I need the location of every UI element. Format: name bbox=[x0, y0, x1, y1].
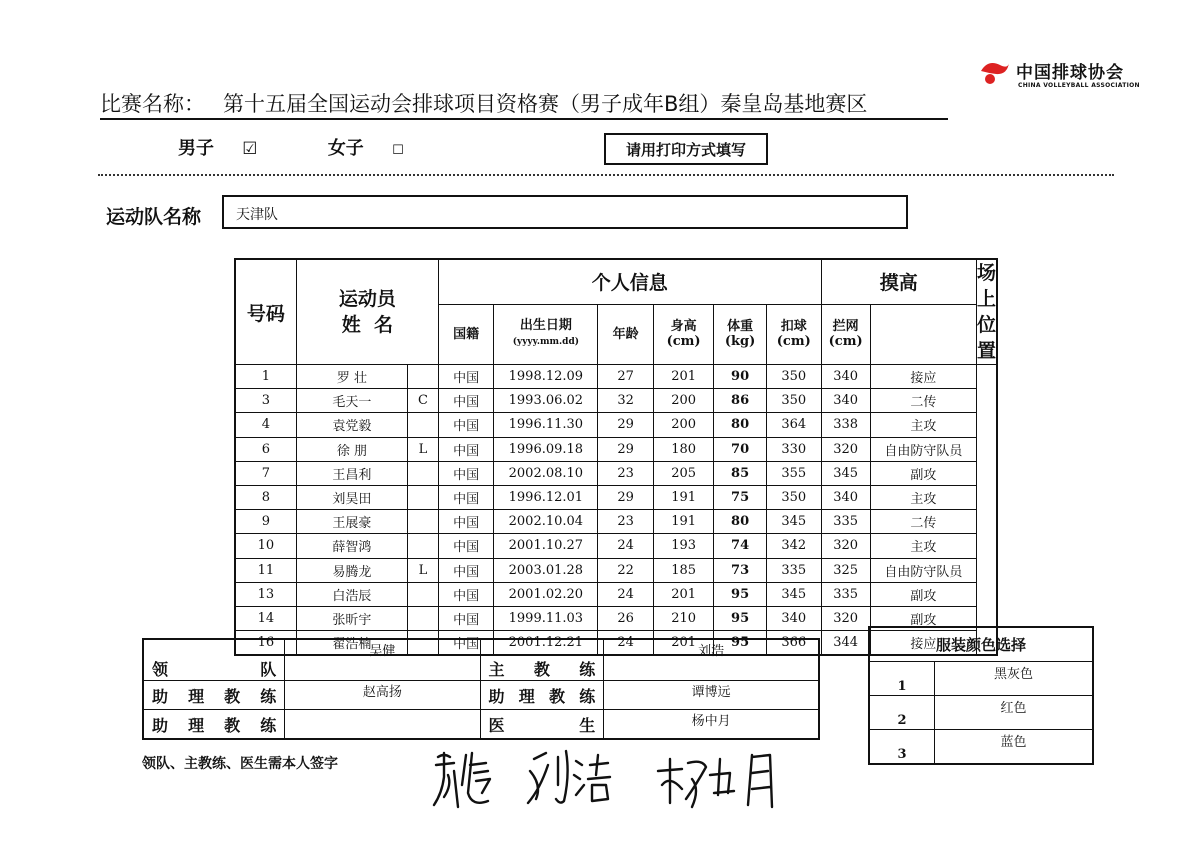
head-coach-char-1: 主 bbox=[488, 660, 505, 679]
player-block-reach[interactable]: 320 bbox=[821, 534, 870, 558]
player-number[interactable]: 13 bbox=[235, 582, 296, 606]
leader-label-char-1: 领 bbox=[152, 660, 169, 679]
player-position[interactable]: 主攻 bbox=[870, 534, 976, 558]
player-age[interactable]: 24 bbox=[598, 534, 654, 558]
head-coach-label-cell bbox=[480, 639, 604, 681]
asst-coach2-char-3: 教 bbox=[549, 686, 566, 706]
player-block-reach[interactable]: 338 bbox=[821, 413, 870, 437]
player-block-reach[interactable]: 340 bbox=[821, 389, 870, 413]
player-name[interactable]: 白浩辰 bbox=[296, 582, 407, 606]
player-position[interactable]: 自由防守队员 bbox=[870, 558, 976, 582]
flag-logo-icon bbox=[978, 57, 1012, 87]
asst-coach-label-2-cell bbox=[480, 681, 604, 710]
head-coach-name-field[interactable]: 刘浩 bbox=[604, 639, 819, 681]
asst-coach2-char-1: 助 bbox=[488, 686, 505, 706]
player-birth-date[interactable]: 1996.09.18 bbox=[494, 437, 598, 461]
asst-coach2-char-2: 理 bbox=[518, 686, 535, 706]
header-weight bbox=[714, 304, 767, 364]
player-birth-date[interactable]: 2001.10.27 bbox=[494, 534, 598, 558]
header-spike-unit: (cm) bbox=[776, 334, 811, 350]
header-number: 号码 bbox=[235, 259, 296, 365]
signature-instruction: 领队、主教练、医生需本人签字 bbox=[142, 756, 338, 772]
player-spike-reach[interactable]: 366 bbox=[766, 631, 821, 656]
roster-table bbox=[234, 258, 998, 656]
player-position[interactable]: 接应 bbox=[870, 631, 976, 656]
player-spike-reach[interactable]: 355 bbox=[766, 461, 821, 485]
player-position[interactable]: 副攻 bbox=[870, 461, 976, 485]
player-birth-date[interactable]: 2001.02.20 bbox=[494, 582, 598, 606]
player-block-reach[interactable]: 320 bbox=[821, 606, 870, 630]
print-instruction-box: 请用打印方式填写 bbox=[604, 133, 768, 165]
header-reach: 摸高 bbox=[821, 259, 976, 304]
leader-label bbox=[152, 657, 276, 680]
header-position-line1: 场上 bbox=[976, 262, 996, 310]
header-athlete-line2: 姓 名 bbox=[341, 314, 394, 336]
player-role[interactable]: L bbox=[407, 437, 438, 461]
uniform-option-number[interactable]: 2 bbox=[869, 696, 934, 730]
player-number[interactable]: 9 bbox=[235, 510, 296, 534]
player-nationality[interactable]: 中国 bbox=[438, 437, 493, 461]
roster-row bbox=[235, 534, 997, 558]
asst-coach-1-field[interactable]: 赵高扬 bbox=[285, 681, 480, 710]
player-role[interactable] bbox=[407, 365, 438, 389]
player-weight[interactable]: 95 bbox=[714, 582, 767, 606]
asst-coach-char-2: 理 bbox=[188, 686, 205, 706]
player-birth-date[interactable]: 1996.11.30 bbox=[494, 413, 598, 437]
player-nationality[interactable]: 中国 bbox=[438, 606, 493, 630]
header-weight-unit: (kg) bbox=[724, 334, 756, 350]
player-nationality[interactable]: 中国 bbox=[438, 534, 493, 558]
player-position[interactable]: 副攻 bbox=[870, 582, 976, 606]
header-spike bbox=[766, 304, 821, 364]
player-spike-reach[interactable]: 340 bbox=[766, 606, 821, 630]
head-coach-char-2: 教 bbox=[533, 660, 550, 679]
player-role[interactable] bbox=[407, 461, 438, 485]
player-nationality[interactable]: 中国 bbox=[438, 365, 493, 389]
player-birth-date[interactable]: 1996.12.01 bbox=[494, 485, 598, 509]
logo-text-en: CHINA VOLLEYBALL ASSOCIATION bbox=[1018, 82, 1140, 89]
player-nationality[interactable]: 中国 bbox=[438, 510, 493, 534]
asst-coach-3-field[interactable]: 谭博远 bbox=[604, 681, 819, 710]
player-spike-reach[interactable]: 364 bbox=[766, 413, 821, 437]
asst-coach-char-3: 教 bbox=[224, 686, 241, 706]
player-name[interactable]: 刘昊田 bbox=[296, 485, 407, 509]
player-weight[interactable]: 70 bbox=[714, 437, 767, 461]
player-weight[interactable]: 90 bbox=[714, 365, 767, 389]
player-spike-reach[interactable]: 342 bbox=[766, 534, 821, 558]
player-position[interactable]: 二传 bbox=[870, 510, 976, 534]
player-height[interactable]: 210 bbox=[653, 606, 713, 630]
player-number[interactable]: 14 bbox=[235, 606, 296, 630]
player-position[interactable]: 二传 bbox=[870, 389, 976, 413]
team-name-label: 运动队名称 bbox=[106, 206, 202, 228]
female-label: 女子 bbox=[327, 138, 364, 159]
player-block-reach[interactable]: 335 bbox=[821, 510, 870, 534]
doctor-char-1: 医 bbox=[488, 715, 505, 735]
asst-coach-label-cell bbox=[143, 681, 285, 710]
uniform-option-row bbox=[869, 730, 1093, 765]
player-weight[interactable]: 75 bbox=[714, 485, 767, 509]
roster-row bbox=[235, 558, 997, 582]
player-block-reach[interactable]: 335 bbox=[821, 582, 870, 606]
doctor-name-field[interactable]: 杨中月 bbox=[604, 710, 819, 740]
player-number[interactable]: 16 bbox=[235, 631, 296, 656]
match-label: 比赛名称： bbox=[100, 92, 205, 116]
match-name: 第十五届全国运动会排球项目资格赛（男子成年B组）秦皇岛基地赛区 bbox=[223, 92, 868, 116]
player-name[interactable]: 王昌利 bbox=[296, 461, 407, 485]
player-number[interactable]: 10 bbox=[235, 534, 296, 558]
player-birth-date[interactable]: 1998.12.09 bbox=[494, 365, 598, 389]
asst-coach3-char-4: 练 bbox=[260, 715, 277, 735]
player-block-reach[interactable]: 320 bbox=[821, 437, 870, 461]
player-height[interactable]: 205 bbox=[653, 461, 713, 485]
player-height[interactable]: 201 bbox=[653, 631, 713, 656]
player-age[interactable]: 26 bbox=[598, 606, 654, 630]
doctor-label-cell bbox=[480, 710, 604, 740]
player-height[interactable]: 201 bbox=[653, 365, 713, 389]
header-height-unit: (cm) bbox=[666, 334, 701, 350]
player-name[interactable]: 翟浩楠 bbox=[296, 631, 407, 656]
player-nationality[interactable]: 中国 bbox=[438, 485, 493, 509]
header-birth bbox=[494, 304, 598, 364]
player-age[interactable]: 24 bbox=[598, 582, 654, 606]
player-height[interactable]: 191 bbox=[653, 485, 713, 509]
player-role[interactable] bbox=[407, 485, 438, 509]
player-block-reach[interactable]: 325 bbox=[821, 558, 870, 582]
roster-body bbox=[235, 365, 997, 656]
player-birth-date[interactable]: 2001.12.21 bbox=[494, 631, 598, 656]
roster-row bbox=[235, 485, 997, 509]
asst-coach3-char-1: 助 bbox=[152, 715, 169, 735]
asst-coach3-char-3: 教 bbox=[224, 715, 241, 735]
uniform-options bbox=[869, 662, 1093, 765]
head-coach-label bbox=[489, 657, 596, 680]
uniform-color-table bbox=[868, 626, 1094, 765]
uniform-option-color: 蓝色 bbox=[934, 730, 1093, 765]
player-name[interactable]: 薛智鸿 bbox=[296, 534, 407, 558]
player-height[interactable]: 191 bbox=[653, 510, 713, 534]
association-logo bbox=[978, 55, 1140, 95]
player-spike-reach[interactable]: 345 bbox=[766, 510, 821, 534]
header-block-unit: (cm) bbox=[828, 334, 863, 350]
player-birth-date[interactable]: 1999.11.03 bbox=[494, 606, 598, 630]
player-age[interactable]: 23 bbox=[598, 510, 654, 534]
player-age[interactable]: 32 bbox=[598, 389, 654, 413]
roster-row bbox=[235, 510, 997, 534]
player-weight[interactable]: 95 bbox=[714, 631, 767, 656]
player-position[interactable]: 自由防守队员 bbox=[870, 437, 976, 461]
header-weight-label: 体重 bbox=[727, 319, 754, 335]
uniform-option-color: 黑灰色 bbox=[934, 662, 1093, 696]
dotted-divider bbox=[98, 174, 1114, 176]
player-name[interactable]: 罗 壮 bbox=[296, 365, 407, 389]
uniform-option-color: 红色 bbox=[934, 696, 1093, 730]
roster-row bbox=[235, 461, 997, 485]
player-nationality[interactable]: 中国 bbox=[438, 413, 493, 437]
player-weight[interactable]: 74 bbox=[714, 534, 767, 558]
player-nationality[interactable]: 中国 bbox=[438, 461, 493, 485]
asst-coach-label-2 bbox=[489, 684, 596, 707]
asst-coach-label-3 bbox=[152, 713, 276, 736]
player-height[interactable]: 200 bbox=[653, 413, 713, 437]
player-number[interactable]: 1 bbox=[235, 365, 296, 389]
player-age[interactable]: 29 bbox=[598, 437, 654, 461]
team-name-field[interactable] bbox=[222, 195, 908, 229]
player-spike-reach[interactable]: 335 bbox=[766, 558, 821, 582]
roster-row bbox=[235, 365, 997, 389]
uniform-option-number[interactable]: 3 bbox=[869, 730, 934, 765]
header-block-label: 拦网 bbox=[832, 319, 859, 335]
player-block-reach[interactable]: 345 bbox=[821, 461, 870, 485]
signature-leader bbox=[434, 753, 490, 807]
player-weight[interactable]: 80 bbox=[714, 510, 767, 534]
player-name[interactable]: 徐 朋 bbox=[296, 437, 407, 461]
uniform-option-row bbox=[869, 696, 1093, 730]
player-nationality[interactable]: 中国 bbox=[438, 389, 493, 413]
player-role[interactable] bbox=[407, 534, 438, 558]
player-name[interactable]: 易腾龙 bbox=[296, 558, 407, 582]
player-number[interactable]: 6 bbox=[235, 437, 296, 461]
header-spike-label: 扣球 bbox=[780, 319, 807, 335]
player-number[interactable]: 4 bbox=[235, 413, 296, 437]
player-block-reach[interactable]: 340 bbox=[821, 485, 870, 509]
player-nationality[interactable]: 中国 bbox=[438, 631, 493, 656]
roster-row bbox=[235, 582, 997, 606]
asst-coach-2-field[interactable] bbox=[285, 710, 480, 740]
player-age[interactable]: 29 bbox=[598, 485, 654, 509]
player-block-reach[interactable]: 340 bbox=[821, 365, 870, 389]
player-role[interactable] bbox=[407, 582, 438, 606]
player-age[interactable]: 29 bbox=[598, 413, 654, 437]
signature-doctor bbox=[658, 755, 772, 807]
leader-label-cell bbox=[143, 639, 285, 681]
player-nationality[interactable]: 中国 bbox=[438, 558, 493, 582]
female-checkbox[interactable]: ☐ bbox=[392, 143, 404, 158]
asst-coach-label bbox=[152, 684, 276, 707]
team-name-value: 天津队 bbox=[236, 207, 278, 223]
player-name[interactable]: 张昕宇 bbox=[296, 606, 407, 630]
asst-coach2-char-4: 练 bbox=[579, 686, 596, 706]
player-birth-date[interactable]: 1993.06.02 bbox=[494, 389, 598, 413]
player-nationality[interactable]: 中国 bbox=[438, 582, 493, 606]
player-age[interactable]: 22 bbox=[598, 558, 654, 582]
header-personal-info: 个人信息 bbox=[438, 259, 821, 304]
player-height[interactable]: 193 bbox=[653, 534, 713, 558]
player-birth-date[interactable]: 2003.01.28 bbox=[494, 558, 598, 582]
player-birth-date[interactable]: 2002.08.10 bbox=[494, 461, 598, 485]
header-nationality: 国籍 bbox=[438, 304, 493, 364]
uniform-option-row bbox=[869, 662, 1093, 696]
player-weight[interactable]: 80 bbox=[714, 413, 767, 437]
signature-head-coach bbox=[528, 751, 610, 803]
player-role[interactable] bbox=[407, 606, 438, 630]
player-number[interactable]: 8 bbox=[235, 485, 296, 509]
player-role[interactable] bbox=[407, 413, 438, 437]
player-birth-date[interactable]: 2002.10.04 bbox=[494, 510, 598, 534]
player-position[interactable]: 接应 bbox=[870, 365, 976, 389]
player-role[interactable] bbox=[407, 510, 438, 534]
player-spike-reach[interactable]: 350 bbox=[766, 485, 821, 509]
player-name[interactable]: 袁党毅 bbox=[296, 413, 407, 437]
logo-text-cn: 中国排球协会 bbox=[1016, 63, 1124, 83]
header-athlete-line1: 运动员 bbox=[338, 288, 396, 310]
head-coach-char-3: 练 bbox=[579, 660, 596, 679]
handwritten-signatures bbox=[430, 745, 810, 825]
player-height[interactable]: 200 bbox=[653, 389, 713, 413]
player-weight[interactable]: 86 bbox=[714, 389, 767, 413]
header-athlete bbox=[296, 259, 438, 365]
header-birth-format: (yyyy.mm.dd) bbox=[512, 337, 580, 348]
roster-row bbox=[235, 389, 997, 413]
player-height[interactable]: 180 bbox=[653, 437, 713, 461]
asst-coach-char-4: 练 bbox=[260, 686, 277, 706]
header-block bbox=[821, 304, 870, 364]
player-position[interactable]: 主攻 bbox=[870, 413, 976, 437]
player-number[interactable]: 7 bbox=[235, 461, 296, 485]
male-checkbox[interactable]: ☑ bbox=[242, 139, 258, 159]
player-age[interactable]: 23 bbox=[598, 461, 654, 485]
leader-label-char-2: 队 bbox=[260, 660, 277, 679]
header-birth-label: 出生日期 bbox=[519, 318, 572, 334]
player-position[interactable]: 副攻 bbox=[870, 606, 976, 630]
roster-row bbox=[235, 437, 997, 461]
player-spike-reach[interactable]: 330 bbox=[766, 437, 821, 461]
doctor-char-2: 生 bbox=[579, 715, 596, 735]
player-weight[interactable]: 95 bbox=[714, 606, 767, 630]
asst-coach3-char-2: 理 bbox=[188, 715, 205, 735]
uniform-title: 服装颜色选择 bbox=[869, 627, 1093, 662]
player-age[interactable]: 27 bbox=[598, 365, 654, 389]
player-height[interactable]: 201 bbox=[653, 582, 713, 606]
player-weight[interactable]: 73 bbox=[714, 558, 767, 582]
player-role[interactable]: C bbox=[407, 389, 438, 413]
header-age: 年龄 bbox=[598, 304, 654, 364]
player-height[interactable]: 185 bbox=[653, 558, 713, 582]
header-position bbox=[976, 259, 997, 365]
match-title bbox=[100, 88, 948, 120]
player-spike-reach[interactable]: 350 bbox=[766, 389, 821, 413]
player-spike-reach[interactable]: 350 bbox=[766, 365, 821, 389]
player-position[interactable]: 主攻 bbox=[870, 485, 976, 509]
player-weight[interactable]: 85 bbox=[714, 461, 767, 485]
player-name[interactable]: 王展豪 bbox=[296, 510, 407, 534]
player-role[interactable]: L bbox=[407, 558, 438, 582]
male-label: 男子 bbox=[178, 138, 214, 159]
uniform-option-number[interactable]: 1 bbox=[869, 662, 934, 696]
player-name[interactable]: 毛天一 bbox=[296, 389, 407, 413]
player-age[interactable]: 24 bbox=[598, 631, 654, 656]
roster-row bbox=[235, 413, 997, 437]
player-block-reach[interactable]: 344 bbox=[821, 631, 870, 656]
doctor-label bbox=[489, 713, 596, 736]
player-spike-reach[interactable]: 345 bbox=[766, 582, 821, 606]
header-position-line2: 位置 bbox=[976, 314, 996, 362]
leader-name-field[interactable]: 吴健 bbox=[285, 639, 480, 681]
asst-coach-char-1: 助 bbox=[152, 686, 169, 706]
header-height bbox=[653, 304, 713, 364]
staff-table bbox=[142, 638, 820, 740]
gender-selection bbox=[178, 134, 404, 158]
asst-coach-label-3-cell bbox=[143, 710, 285, 740]
header-height-label: 身高 bbox=[670, 319, 697, 335]
player-number[interactable]: 11 bbox=[235, 558, 296, 582]
player-number[interactable]: 3 bbox=[235, 389, 296, 413]
